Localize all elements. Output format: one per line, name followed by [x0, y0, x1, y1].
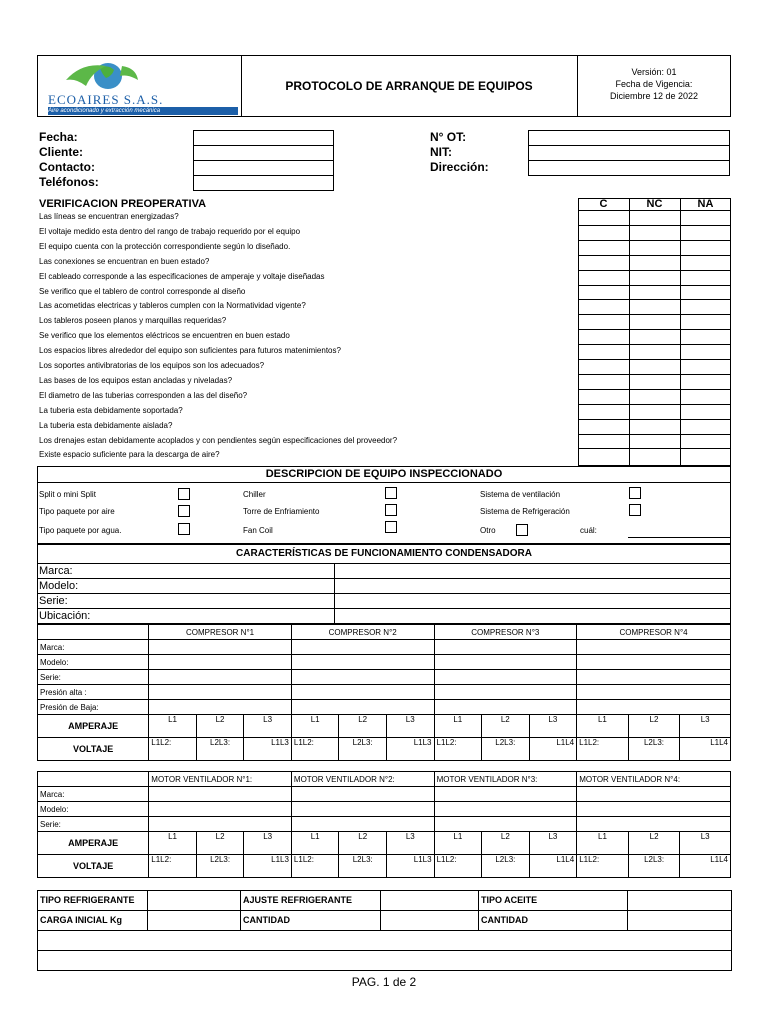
checkbox-chiller[interactable]	[385, 487, 397, 499]
carga-inicial-field[interactable]	[148, 911, 241, 931]
notes-row[interactable]	[38, 951, 732, 971]
condensadora-row-label: Ubicación:	[39, 610, 91, 622]
checkbox-paquete-aire[interactable]	[178, 505, 190, 517]
preop-item: El cableado corresponde a las especificaciones de amperaje y voltaje diseñadas	[39, 271, 325, 281]
motor-field[interactable]	[577, 802, 731, 817]
compresor-row-label: Presión alta :	[38, 685, 149, 700]
preop-check-na[interactable]	[681, 345, 730, 358]
compresor-field[interactable]	[291, 700, 434, 715]
equipo-title-line	[37, 482, 731, 483]
preop-check-nc[interactable]	[630, 241, 679, 254]
label-contacto: Contacto:	[39, 160, 95, 174]
preop-item: Se verifico que el tablero de control corresponde al diseño	[39, 286, 246, 296]
condensadora-field[interactable]	[335, 609, 730, 623]
compresor-amp-cell[interactable]: L3	[680, 715, 731, 738]
motor-volt-cell[interactable]: L2L3:	[482, 855, 530, 878]
preop-item: Existe espacio suficiente para la descarga de aire?	[39, 450, 220, 460]
compresor-amp-cell[interactable]: L2	[339, 715, 387, 738]
equipo-split: Split o mini Split	[39, 490, 96, 499]
motor-amp-cell[interactable]: L3	[244, 832, 292, 855]
label-not: N° OT:	[430, 130, 467, 144]
compresor-volt-cell[interactable]: L1L2:	[434, 738, 482, 761]
compresor-header-3: COMPRESOR N°3	[434, 625, 577, 640]
checkbox-torre[interactable]	[385, 504, 397, 516]
motor-header-4: MOTOR VENTILADOR N°4:	[577, 772, 731, 787]
compresor-volt-cell[interactable]: L1L3	[244, 738, 292, 761]
motor-voltaje-label: VOLTAJE	[38, 855, 149, 878]
compresor-field[interactable]	[434, 670, 577, 685]
preop-item: Los soportes antivibratorias de los equipos son los adecuados?	[39, 361, 265, 370]
compresor-field[interactable]	[149, 700, 292, 715]
preop-check-c[interactable]	[579, 420, 628, 433]
preop-check-na[interactable]	[681, 211, 730, 224]
compresor-volt-cell[interactable]: L1L4	[529, 738, 577, 761]
globe-logo-icon	[62, 58, 142, 94]
preop-check-nc[interactable]	[630, 345, 679, 358]
logo-name: ECOAIRES S.A.S.	[48, 92, 164, 107]
motor-volt-cell[interactable]: L1L2:	[291, 855, 339, 878]
preop-check-c[interactable]	[579, 271, 628, 284]
checkbox-paquete-agua[interactable]	[178, 523, 190, 535]
cond-row-line	[37, 608, 731, 609]
preop-check-nc[interactable]	[630, 390, 679, 403]
motor-amp-cell[interactable]: L3	[387, 832, 435, 855]
preop-check-c[interactable]	[579, 435, 628, 448]
cantidad-label: CANTIDAD	[479, 911, 628, 931]
cond-row-line	[37, 578, 731, 579]
compresor-field[interactable]	[577, 640, 731, 655]
preop-check-nc[interactable]	[630, 226, 679, 239]
label-direccion: Dirección:	[430, 160, 489, 174]
compresor-header-2: COMPRESOR N°2	[291, 625, 434, 640]
compresor-field[interactable]	[434, 700, 577, 715]
equipo-title: DESCRIPCION DE EQUIPO INSPECCIONADO	[265, 468, 503, 480]
motor-field[interactable]	[577, 817, 731, 832]
compresor-amp-cell[interactable]: L3	[244, 715, 292, 738]
preop-check-c[interactable]	[579, 345, 628, 358]
preop-check-c[interactable]	[579, 449, 628, 462]
motor-volt-cell[interactable]: L1L4	[680, 855, 731, 878]
compresor-amp-cell[interactable]: L2	[196, 715, 244, 738]
preop-title: VERIFICACION PREOPERATIVA	[39, 198, 207, 210]
compresor-field[interactable]	[434, 640, 577, 655]
preop-col-header-nc: NC	[646, 198, 663, 210]
ajuste-refrigerante-field[interactable]	[381, 891, 479, 911]
compresor-amp-cell[interactable]: L1	[577, 715, 629, 738]
preop-check-na[interactable]	[681, 271, 730, 284]
condensadora-row-label: Serie:	[39, 595, 68, 607]
preop-check-c[interactable]	[579, 390, 628, 403]
compresor-field[interactable]	[577, 700, 731, 715]
preop-item: El diametro de las tuberias corresponden a las del diseño?	[39, 390, 248, 400]
compresor-field[interactable]	[577, 655, 731, 670]
not-field[interactable]	[528, 130, 730, 146]
compresor-header-1: COMPRESOR N°1	[149, 625, 292, 640]
checkbox-refrigeracion[interactable]	[629, 504, 641, 516]
checkbox-otro[interactable]	[516, 524, 528, 536]
motor-header-3: MOTOR VENTILADOR N°3:	[434, 772, 577, 787]
motor-volt-cell[interactable]: L1L4	[529, 855, 577, 878]
preop-check-na[interactable]	[681, 256, 730, 269]
compresor-voltaje-label: VOLTAJE	[38, 738, 149, 761]
preop-check-c[interactable]	[579, 226, 628, 239]
preop-col-header-c: C	[599, 198, 608, 210]
preop-item: Se verifico que los elementos eléctricos se encuentren en buen estado	[39, 331, 290, 341]
compresor-volt-cell[interactable]: L2L3:	[339, 738, 387, 761]
preop-check-na[interactable]	[681, 286, 730, 299]
preop-check-nc[interactable]	[630, 420, 679, 433]
compresor-amp-cell[interactable]: L3	[529, 715, 577, 738]
compresor-header-4: COMPRESOR N°4	[577, 625, 731, 640]
compresor-field[interactable]	[291, 655, 434, 670]
motor-row-label: Serie:	[38, 817, 149, 832]
compresor-amp-cell[interactable]: L2	[482, 715, 530, 738]
version: Versión: 01	[631, 67, 677, 77]
preop-item: La tuberia esta debidamente aislada?	[39, 420, 173, 430]
label-telefonos: Teléfonos:	[39, 175, 99, 189]
cantidad-field[interactable]	[381, 911, 479, 931]
table-corner	[38, 625, 149, 640]
carga-inicial-label: CARGA INICIAL Kg	[38, 911, 148, 931]
compresor-volt-cell[interactable]: L1L2:	[577, 738, 629, 761]
compresor-field[interactable]	[291, 685, 434, 700]
motor-volt-cell[interactable]: L1L2:	[149, 855, 197, 878]
preop-check-c[interactable]	[579, 360, 628, 373]
motor-field[interactable]	[149, 787, 292, 802]
compresor-table	[37, 624, 731, 761]
equipo-paquete-aire: Tipo paquete por aire	[39, 507, 115, 516]
validity-label: Fecha de Vigencia:	[615, 79, 693, 89]
fecha-field[interactable]	[193, 130, 334, 146]
preop-item: El equipo cuenta con la protección correspondiente según lo diseñado.	[39, 241, 291, 251]
ajuste-refrigerante-label: AJUSTE REFRIGERANTE	[241, 891, 381, 911]
company-logo	[42, 58, 238, 114]
motor-field[interactable]	[149, 817, 292, 832]
label-nit: NIT:	[430, 145, 452, 159]
compresor-volt-cell[interactable]: L2L3:	[628, 738, 680, 761]
preop-item: Los drenajes estan debidamente acoplados y con pendientes según especificaciones del proveedor?	[39, 435, 398, 445]
preop-check-na[interactable]	[681, 330, 730, 343]
compresor-amp-cell[interactable]: L1	[434, 715, 482, 738]
logo-tagline: Aire acondicionado y extracción mecánica	[48, 107, 238, 115]
motor-header-1: MOTOR VENTILADOR N°1:	[149, 772, 292, 787]
preop-item: La tuberia esta debidamente soportada?	[39, 405, 183, 415]
preop-check-na[interactable]	[681, 405, 730, 418]
motor-field[interactable]	[291, 817, 434, 832]
equipo-ventilacion: Sistema de ventilación	[480, 490, 561, 499]
compresor-field[interactable]	[149, 670, 292, 685]
preop-item: Los espacios libres alrededor del equipo son suficientes para futuros matenimientos?	[39, 346, 341, 356]
preop-item: Los tableros poseen planos y marquillas requeridas?	[39, 316, 227, 326]
preop-check-nc[interactable]	[630, 300, 679, 313]
condensadora-title: CARACTERÍSTICAS DE FUNCIONAMIENTO CONDENSADORA	[236, 548, 532, 559]
preop-check-c[interactable]	[579, 286, 628, 299]
condensadora-field[interactable]	[335, 594, 730, 608]
preop-check-na[interactable]	[681, 375, 730, 388]
preop-check-na[interactable]	[681, 449, 730, 462]
cliente-field[interactable]	[193, 145, 334, 161]
compresor-amp-cell[interactable]: L3	[386, 715, 434, 738]
label-cliente: Cliente:	[39, 145, 84, 159]
preop-col-header-na: NA	[697, 198, 714, 210]
motor-volt-cell[interactable]: L2L3:	[628, 855, 680, 878]
preop-check-nc[interactable]	[630, 360, 679, 373]
motor-volt-cell[interactable]: L1L2:	[577, 855, 629, 878]
preop-check-na[interactable]	[681, 315, 730, 328]
tipo-refrigerante-label: TIPO REFRIGERANTE	[38, 891, 148, 911]
compresor-volt-cell[interactable]: L1L3	[386, 738, 434, 761]
motor-field[interactable]	[434, 802, 577, 817]
contacto-field[interactable]	[193, 160, 334, 176]
compresor-volt-cell[interactable]: L2L3:	[482, 738, 530, 761]
equipo-otro: Otro	[480, 526, 496, 535]
motor-row-label: Modelo:	[38, 802, 149, 817]
preop-check-nc[interactable]	[630, 315, 679, 328]
compresor-volt-cell[interactable]: L1L2:	[291, 738, 339, 761]
cantidad-label: CANTIDAD	[241, 911, 381, 931]
checkbox-fancoil[interactable]	[385, 521, 397, 533]
motor-field[interactable]	[149, 802, 292, 817]
preop-item: Las acometidas electricas y tableros cumplen con la Normatividad vigente?	[39, 301, 306, 311]
preop-item: Las conexiones se encuentran en buen estado?	[39, 256, 210, 266]
motor-amp-cell[interactable]: L3	[529, 832, 577, 855]
tipo-aceite-field[interactable]	[628, 891, 732, 911]
motor-amp-cell[interactable]: L3	[680, 832, 731, 855]
compresor-field[interactable]	[577, 685, 731, 700]
preop-check-na[interactable]	[681, 241, 730, 254]
tipo-aceite-label: TIPO ACEITE	[479, 891, 628, 911]
preop-check-c[interactable]	[579, 375, 628, 388]
motor-row-label: Marca:	[38, 787, 149, 802]
compresor-field[interactable]	[149, 640, 292, 655]
table-corner	[38, 772, 149, 787]
compresor-field[interactable]	[434, 655, 577, 670]
checkbox-split[interactable]	[178, 488, 190, 500]
condensadora-field[interactable]	[335, 564, 730, 578]
preop-check-na[interactable]	[681, 226, 730, 239]
motor-amperaje-label: AMPERAJE	[38, 832, 149, 855]
motor-volt-cell[interactable]: L1L3	[387, 855, 435, 878]
motor-volt-cell[interactable]: L1L2:	[434, 855, 482, 878]
preop-check-na[interactable]	[681, 435, 730, 448]
preop-check-nc[interactable]	[630, 286, 679, 299]
compresor-field[interactable]	[434, 685, 577, 700]
preop-check-c[interactable]	[579, 300, 628, 313]
motor-amp-cell[interactable]: L2	[482, 832, 530, 855]
validity-date: Diciembre 12 de 2022	[609, 91, 699, 101]
preop-check-c[interactable]	[579, 211, 628, 224]
checkbox-ventilacion[interactable]	[629, 487, 641, 499]
compresor-row-label: Marca:	[38, 640, 149, 655]
compresor-amp-cell[interactable]: L1	[291, 715, 339, 738]
compresor-row-label: Presión de Baja:	[38, 700, 149, 715]
motor-amp-cell[interactable]: L2	[339, 832, 387, 855]
preop-check-c[interactable]	[579, 330, 628, 343]
preop-check-nc[interactable]	[630, 256, 679, 269]
condensadora-field[interactable]	[335, 579, 730, 593]
equipo-fancoil: Fan Coil	[243, 526, 273, 535]
motor-amp-cell[interactable]: L1	[149, 832, 197, 855]
motor-field[interactable]	[291, 787, 434, 802]
equipo-paquete-agua: Tipo paquete por agua.	[39, 526, 122, 535]
page-number: PAG. 1 de 2	[351, 975, 417, 989]
motor-amp-cell[interactable]: L1	[291, 832, 339, 855]
compresor-volt-cell[interactable]: L1L2:	[149, 738, 197, 761]
motor-field[interactable]	[291, 802, 434, 817]
preop-check-nc[interactable]	[630, 271, 679, 284]
cantidad-field[interactable]	[628, 911, 732, 931]
preop-check-c[interactable]	[579, 256, 628, 269]
label-fecha: Fecha:	[39, 130, 78, 144]
motor-header-2: MOTOR VENTILADOR N°2:	[291, 772, 434, 787]
compresor-field[interactable]	[577, 670, 731, 685]
compresor-field[interactable]	[149, 685, 292, 700]
compresor-field[interactable]	[291, 640, 434, 655]
motor-amp-cell[interactable]: L2	[196, 832, 244, 855]
cond-row-line	[37, 593, 731, 594]
motor-amp-cell[interactable]: L2	[628, 832, 680, 855]
compresor-volt-cell[interactable]: L1L4	[680, 738, 731, 761]
motor-field[interactable]	[577, 787, 731, 802]
compresor-volt-cell[interactable]: L2L3:	[196, 738, 244, 761]
compresor-amp-cell[interactable]: L2	[628, 715, 680, 738]
notes-row[interactable]	[38, 931, 732, 951]
preop-check-c[interactable]	[579, 241, 628, 254]
condensadora-row-label: Modelo:	[39, 580, 79, 592]
equipo-torre: Torre de Enfriamiento	[243, 507, 320, 516]
compresor-amp-cell[interactable]: L1	[149, 715, 197, 738]
equipo-chiller: Chiller	[243, 490, 266, 499]
telefonos-field[interactable]	[193, 175, 334, 191]
preop-check-nc[interactable]	[630, 449, 679, 462]
equipo-refrigeracion: Sistema de Refrigeración	[480, 507, 570, 516]
preop-check-nc[interactable]	[630, 330, 679, 343]
compresor-row-label: Modelo:	[38, 655, 149, 670]
motor-amp-cell[interactable]: L1	[434, 832, 482, 855]
preop-check-na[interactable]	[681, 390, 730, 403]
condensadora-row-label: Marca:	[39, 565, 73, 577]
preop-check-c[interactable]	[579, 405, 628, 418]
form-title: PROTOCOLO DE ARRANQUE DE EQUIPOS	[285, 79, 533, 93]
motor-field[interactable]	[434, 817, 577, 832]
motor-field[interactable]	[434, 787, 577, 802]
motor-volt-cell[interactable]: L2L3:	[339, 855, 387, 878]
compresor-row-label: Serie:	[38, 670, 149, 685]
tipo-refrigerante-field[interactable]	[148, 891, 241, 911]
cual-line[interactable]	[628, 537, 730, 538]
preop-check-nc[interactable]	[630, 405, 679, 418]
preop-item: El voltaje medido esta dentro del rango de trabajo requerido por el equipo	[39, 226, 301, 236]
compresor-field[interactable]	[149, 655, 292, 670]
motor-volt-cell[interactable]: L1L3	[244, 855, 292, 878]
preop-check-nc[interactable]	[630, 435, 679, 448]
preop-check-c[interactable]	[579, 315, 628, 328]
nit-field[interactable]	[528, 145, 730, 161]
motor-table	[37, 771, 731, 878]
preop-check-na[interactable]	[681, 360, 730, 373]
equipo-cual: cuál:	[580, 526, 597, 535]
direccion-field[interactable]	[528, 160, 730, 176]
preop-check-na[interactable]	[681, 300, 730, 313]
compresor-amperaje-label: AMPERAJE	[38, 715, 149, 738]
refrigerante-table	[37, 890, 732, 971]
motor-amp-cell[interactable]: L1	[577, 832, 629, 855]
preop-item: Las líneas se encuentran energizadas?	[39, 212, 179, 221]
motor-volt-cell[interactable]: L2L3:	[196, 855, 244, 878]
preop-check-nc[interactable]	[630, 211, 679, 224]
preop-check-nc[interactable]	[630, 375, 679, 388]
compresor-field[interactable]	[291, 670, 434, 685]
preop-check-na[interactable]	[681, 420, 730, 433]
preop-item: Las bases de los equipos estan ancladas y niveladas?	[39, 375, 233, 385]
